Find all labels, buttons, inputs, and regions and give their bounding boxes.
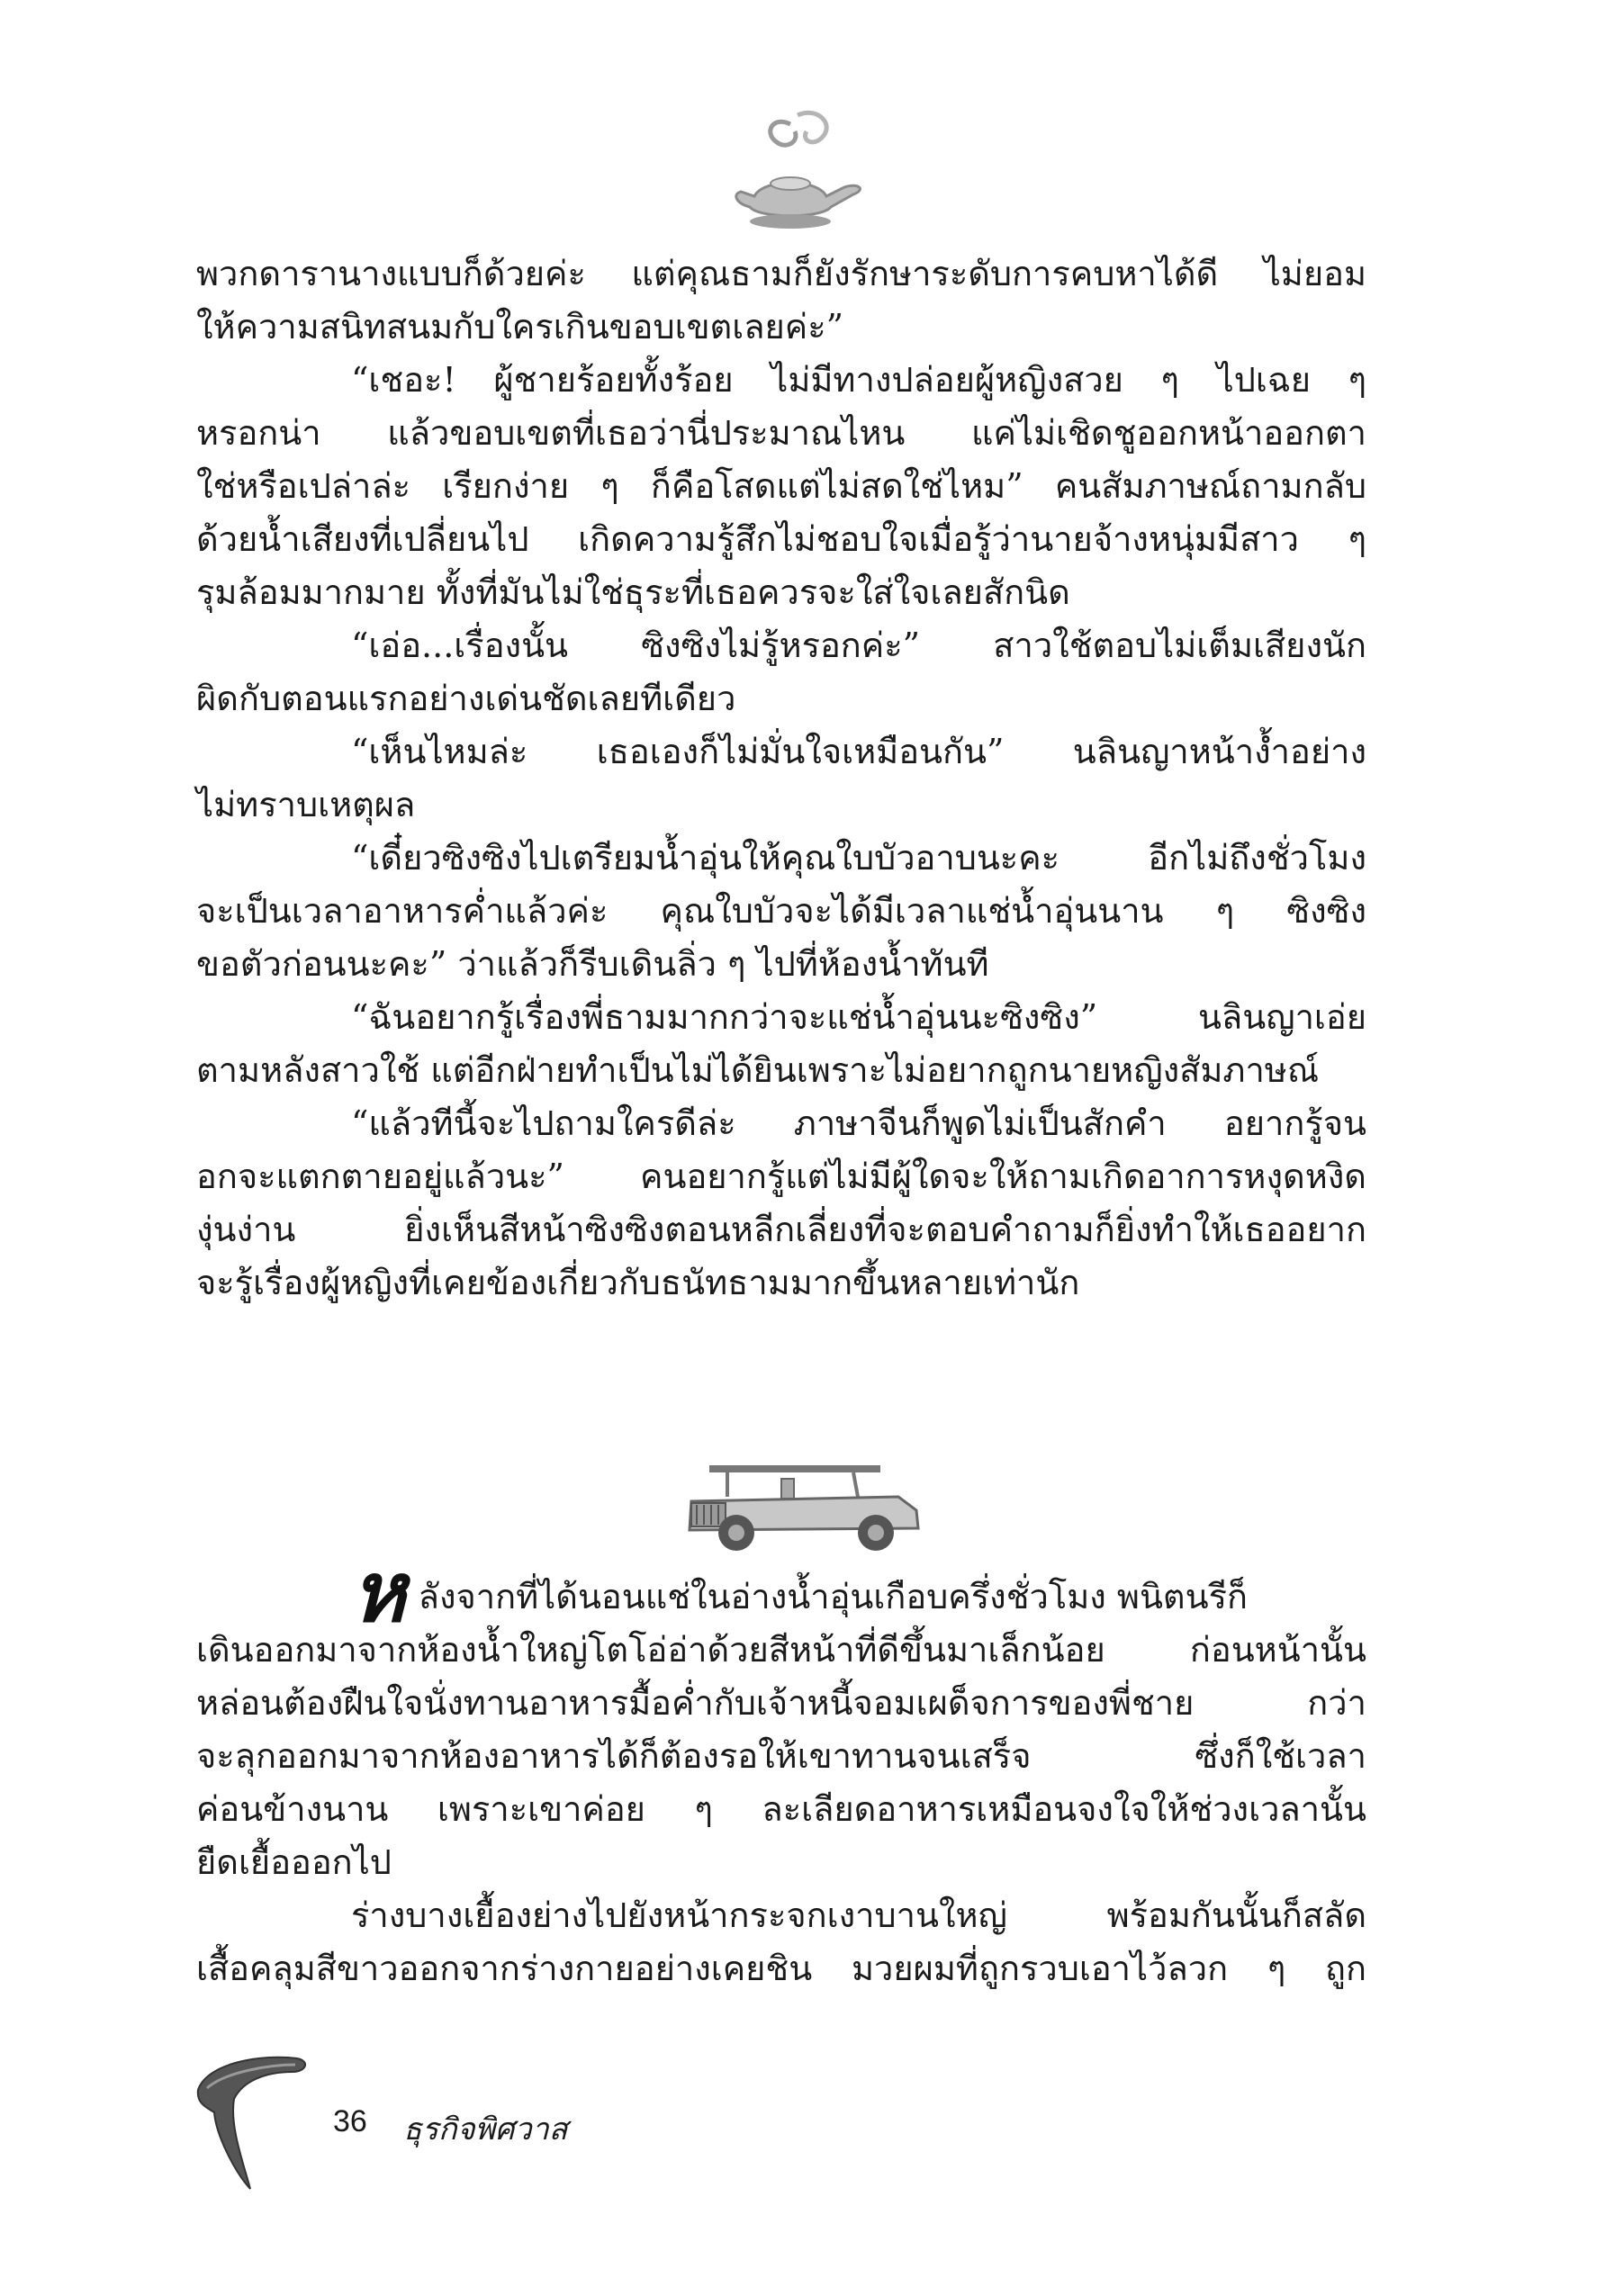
text-line: ด้วยน้ำเสียงที่เปลี่ยนไป เกิดความรู้สึกไม่ชอบใจเมื่อรู้ว่านายจ้างหนุ่มมีสาว ๆ bbox=[196, 519, 1366, 559]
page-number: 36 bbox=[333, 2104, 367, 2138]
text-line: รุมล้อมมากมาย ทั้งที่มันไม่ใช่ธุระที่เธอควรจะใส่ใจเลยสักนิด bbox=[196, 572, 1070, 612]
text-line: พวกดารานางแบบก็ด้วยค่ะ แต่คุณธามก็ยังรักษาระดับการคบหาได้ดี ไม่ยอม bbox=[196, 254, 1366, 293]
text-line: อกจะแตกตายอยู่แล้วนะ” คนอยากรู้แต่ไม่มีผู้ใดจะให้ถามเกิดอาการหงุดหงิด bbox=[196, 1157, 1366, 1196]
dropcap-line-text: ลังจากที่ได้นอนแช่ในอ่างน้ำอุ่นเกือบครึ่งชั่วโมง พนิตนรีก็ bbox=[418, 1577, 1249, 1616]
text-line: ร่างบางเยื้องย่างไปยังหน้ากระจกเงาบานใหญ่ พร้อมกันนั้นก็สลัด bbox=[351, 1895, 1366, 1935]
text-line: จะรู้เรื่องผู้หญิงที่เคยข้องเกี่ยวกับธนัทธามมากขึ้นหลายเท่านัก bbox=[196, 1263, 1080, 1302]
text-line: ผิดกับตอนแรกอย่างเด่นชัดเลยทีเดียว bbox=[196, 679, 736, 718]
text-line: ไม่ทราบเหตุผล bbox=[196, 785, 416, 824]
text-line: เดินออกมาจากห้องน้ำใหญ่โตโอ่อ่าด้วยสีหน้าที่ดีขึ้นมาเล็กน้อย ก่อนหน้านั้น bbox=[196, 1630, 1366, 1670]
text-line: เสื้อคลุมสีขาวออกจากร่างกายอย่างเคยชิน มวยผมที่ถูกรวบเอาไว้ลวก ๆ ถูก bbox=[196, 1949, 1366, 1988]
text-line: “เดี๋ยวซิงซิงไปเตรียมน้ำอุ่นให้คุณใบบัวอาบนะคะ อีกไม่ถึงชั่วโมง bbox=[351, 838, 1366, 878]
text-line: “เชอะ! ผู้ชายร้อยทั้งร้อย ไม่มีทางปล่อยผู้หญิงสวย ๆ ไปเฉย ๆ bbox=[351, 360, 1366, 400]
slingshot-ornament-icon bbox=[180, 2036, 324, 2198]
text-line: ให้ความสนิทสนมกับใครเกินขอบเขตเลยค่ะ” bbox=[196, 307, 844, 347]
text-line: ขอตัวก่อนนะคะ” ว่าแล้วก็รีบเดินลิ่ว ๆ ไปที่ห้องน้ำทันที bbox=[196, 944, 989, 984]
text-line: ค่อนข้างนาน เพราะเขาค่อย ๆ ละเลียดอาหารเหมือนจงใจให้ช่วงเวลานั้น bbox=[196, 1789, 1366, 1829]
jeep-icon bbox=[673, 1447, 934, 1555]
running-title: ธุรกิจพิศวาส bbox=[403, 2111, 568, 2147]
text-line: จะลุกออกมาจากห้องอาหารได้ก็ต้องรอให้เขาทานจนเสร็จ ซึ่งก็ใช้เวลา bbox=[196, 1736, 1366, 1776]
body-text-top bbox=[196, 248, 1366, 1310]
text-line: ยืดเยื้อออกไป bbox=[196, 1842, 392, 1882]
text-line: หล่อนต้องฝืนใจนั่งทานอาหารมื้อค่ำกับเจ้าหนี้จอมเผด็จการของพี่ชาย กว่า bbox=[196, 1683, 1366, 1723]
text-line: “เอ่อ...เรื่องนั้น ซิงซิงไม่รู้หรอกค่ะ” สาวใช้ตอบไม่เต็มเสียงนัก bbox=[351, 626, 1366, 665]
text-line: “แล้วทีนี้จะไปถามใครดีล่ะ ภาษาจีนก็พูดไม่เป็นสักคำ อยากรู้จน bbox=[351, 1103, 1366, 1143]
text-line: “เห็นไหมล่ะ เธอเองก็ไม่มั่นใจเหมือนกัน” นลินญาหน้างํ้าอย่าง bbox=[351, 732, 1366, 771]
text-line: “ฉันอยากรู้เรื่องพี่ธามมากกว่าจะแช่น้ำอุ่นนะซิงซิง” นลินญาเอ่ย bbox=[351, 997, 1366, 1037]
dropcap-line bbox=[196, 1544, 1366, 1641]
dropcap-letter: ห bbox=[351, 1544, 406, 1641]
body-text-bottom bbox=[196, 1544, 1366, 1995]
text-line: หรอกน่า แล้วขอบเขตที่เธอว่านี่ประมาณไหน แค่ไม่เชิดชูออกหน้าออกตา bbox=[196, 413, 1366, 453]
text-line: ตามหลังสาวใช้ แต่อีกฝ่ายทำเป็นไม่ได้ยินเพราะไม่อยากถูกนายหญิงสัมภาษณ์ bbox=[196, 1050, 1320, 1090]
text-line: จะเป็นเวลาอาหารค่ำแล้วค่ะ คุณใบบัวจะได้มีเวลาแช่น้ำอุ่นนาน ๆ ซิงซิง bbox=[196, 891, 1366, 931]
genie-lamp-icon bbox=[700, 106, 880, 241]
text-line: ใช่หรือเปล่าล่ะ เรียกง่าย ๆ ก็คือโสดแต่ไม่สดใช่ไหม” คนสัมภาษณ์ถามกลับ bbox=[196, 466, 1366, 506]
text-line: งุ่นง่าน ยิ่งเห็นสีหน้าซิงซิงตอนหลีกเลี่ยงที่จะตอบคำถามก็ยิ่งทำให้เธออยาก bbox=[196, 1210, 1366, 1249]
